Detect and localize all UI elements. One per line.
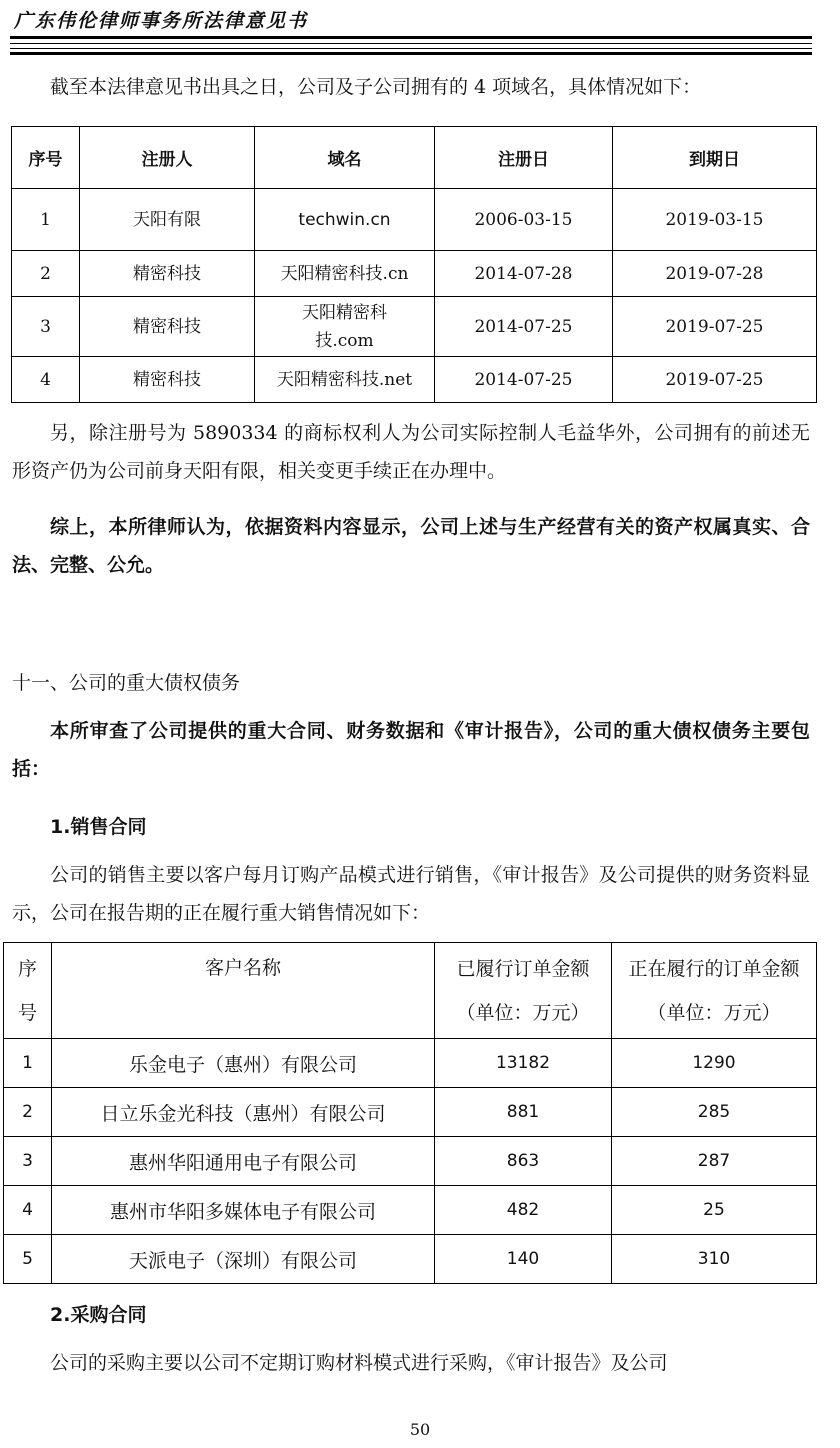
cell-customer: 惠州市华阳多媒体电子有限公司 [52,1186,435,1235]
conclusion-paragraph: 综上，本所律师认为，依据资料内容显示，公司上述与生产经营有关的资产权属真实、合法、完整、公允。 [12,516,810,576]
table-row [4,1039,817,1088]
sales-header-index: 序号 [4,943,52,1039]
subheading-purchase: 2.采购合同 [50,1304,147,1326]
domain-header-expiry-date: 到期日 [613,127,817,189]
cell-ongoing-amount: 285 [612,1088,817,1137]
cell-fulfilled-amount: 140 [435,1235,612,1284]
cell-ongoing-amount: 287 [612,1137,817,1186]
cell-registrant: 精密科技 [80,297,255,357]
section-title: 十一、公司的重大债权债务 [12,672,241,694]
table-row [12,189,817,251]
domain-header-domain: 域名 [255,127,435,189]
cell-reg-date: 2014-07-28 [435,251,613,297]
domain-intro-paragraph: 截至本法律意见书出具之日，公司及子公司拥有的 4 项域名，具体情况如下： [50,76,702,98]
table-row [4,1088,817,1137]
cell-ongoing-amount: 310 [612,1235,817,1284]
cell-registrant: 精密科技 [80,357,255,403]
cell-index: 4 [4,1186,52,1235]
table-row [4,1235,817,1284]
cell-expiry-date: 2019-07-25 [613,357,817,403]
cell-index: 5 [4,1235,52,1284]
cell-index: 2 [4,1088,52,1137]
review-paragraph: 本所审查了公司提供的重大合同、财务数据和《审计报告》，公司的重大债权债务主要包括： [12,720,810,780]
cell-index: 4 [12,357,80,403]
trademark-paragraph: 另，除注册号为 5890334 的商标权利人为公司实际控制人毛益华外，公司拥有的前述无形资产仍为公司前身天阳有限，相关变更手续正在办理中。 [12,422,810,482]
cell-domain: techwin.cn [255,189,435,251]
sales-header-customer: 客户名称 [52,943,435,1039]
subheading-sales: 1.销售合同 [50,816,147,838]
cell-customer: 天派电子（深圳）有限公司 [52,1235,435,1284]
cell-fulfilled-amount: 863 [435,1137,612,1186]
table-row [12,357,817,403]
table-row [12,251,817,297]
cell-index: 3 [12,297,80,357]
cell-customer: 乐金电子（惠州）有限公司 [52,1039,435,1088]
purchase-paragraph: 公司的采购主要以公司不定期订购材料模式进行采购，《审计报告》及公司 [50,1352,668,1374]
table-row [12,297,817,357]
table-row [4,1137,817,1186]
cell-index: 2 [12,251,80,297]
cell-expiry-date: 2019-07-28 [613,251,817,297]
cell-ongoing-amount: 25 [612,1186,817,1235]
header-title: 广东伟伦律师事务所法律意见书 [14,10,309,32]
header-rule-thick-2 [10,52,812,55]
cell-index: 1 [12,189,80,251]
cell-domain: 天阳精密科技.cn [255,251,435,297]
cell-registrant: 天阳有限 [80,189,255,251]
sales-header-ongoing-amount: 正在履行的订单金额（单位：万元） [612,943,817,1039]
cell-registrant: 精密科技 [80,251,255,297]
cell-reg-date: 2006-03-15 [435,189,613,251]
domain-header-registrant: 注册人 [80,127,255,189]
header-rule-thin-2 [10,48,812,49]
sales-header-fulfilled-amount: 已履行订单金额（单位：万元） [435,943,612,1039]
page-number: 50 [409,1420,431,1439]
sales-table [3,942,817,1284]
cell-domain: 天阳精密科技.com [255,297,435,357]
cell-fulfilled-amount: 13182 [435,1039,612,1088]
cell-reg-date: 2014-07-25 [435,297,613,357]
cell-expiry-date: 2019-07-25 [613,297,817,357]
sales-paragraph: 公司的销售主要以客户每月订购产品模式进行销售，《审计报告》及公司提供的财务资料显示，公司在报告期的正在履行重大销售情况如下： [12,864,810,924]
cell-fulfilled-amount: 482 [435,1186,612,1235]
cell-reg-date: 2014-07-25 [435,357,613,403]
domain-table-header-row [12,127,817,189]
cell-domain: 天阳精密科技.net [255,357,435,403]
table-row [4,1186,817,1235]
cell-index: 1 [4,1039,52,1088]
domain-header-reg-date: 注册日 [435,127,613,189]
cell-customer: 惠州华阳通用电子有限公司 [52,1137,435,1186]
cell-expiry-date: 2019-03-15 [613,189,817,251]
domain-header-index: 序号 [12,127,80,189]
sales-table-header-row [4,943,817,1039]
domain-table [11,126,817,403]
header-rule-thin-1 [10,43,812,44]
header-rule-thick [10,36,812,39]
cell-index: 3 [4,1137,52,1186]
cell-customer: 日立乐金光科技（惠州）有限公司 [52,1088,435,1137]
cell-ongoing-amount: 1290 [612,1039,817,1088]
cell-fulfilled-amount: 881 [435,1088,612,1137]
